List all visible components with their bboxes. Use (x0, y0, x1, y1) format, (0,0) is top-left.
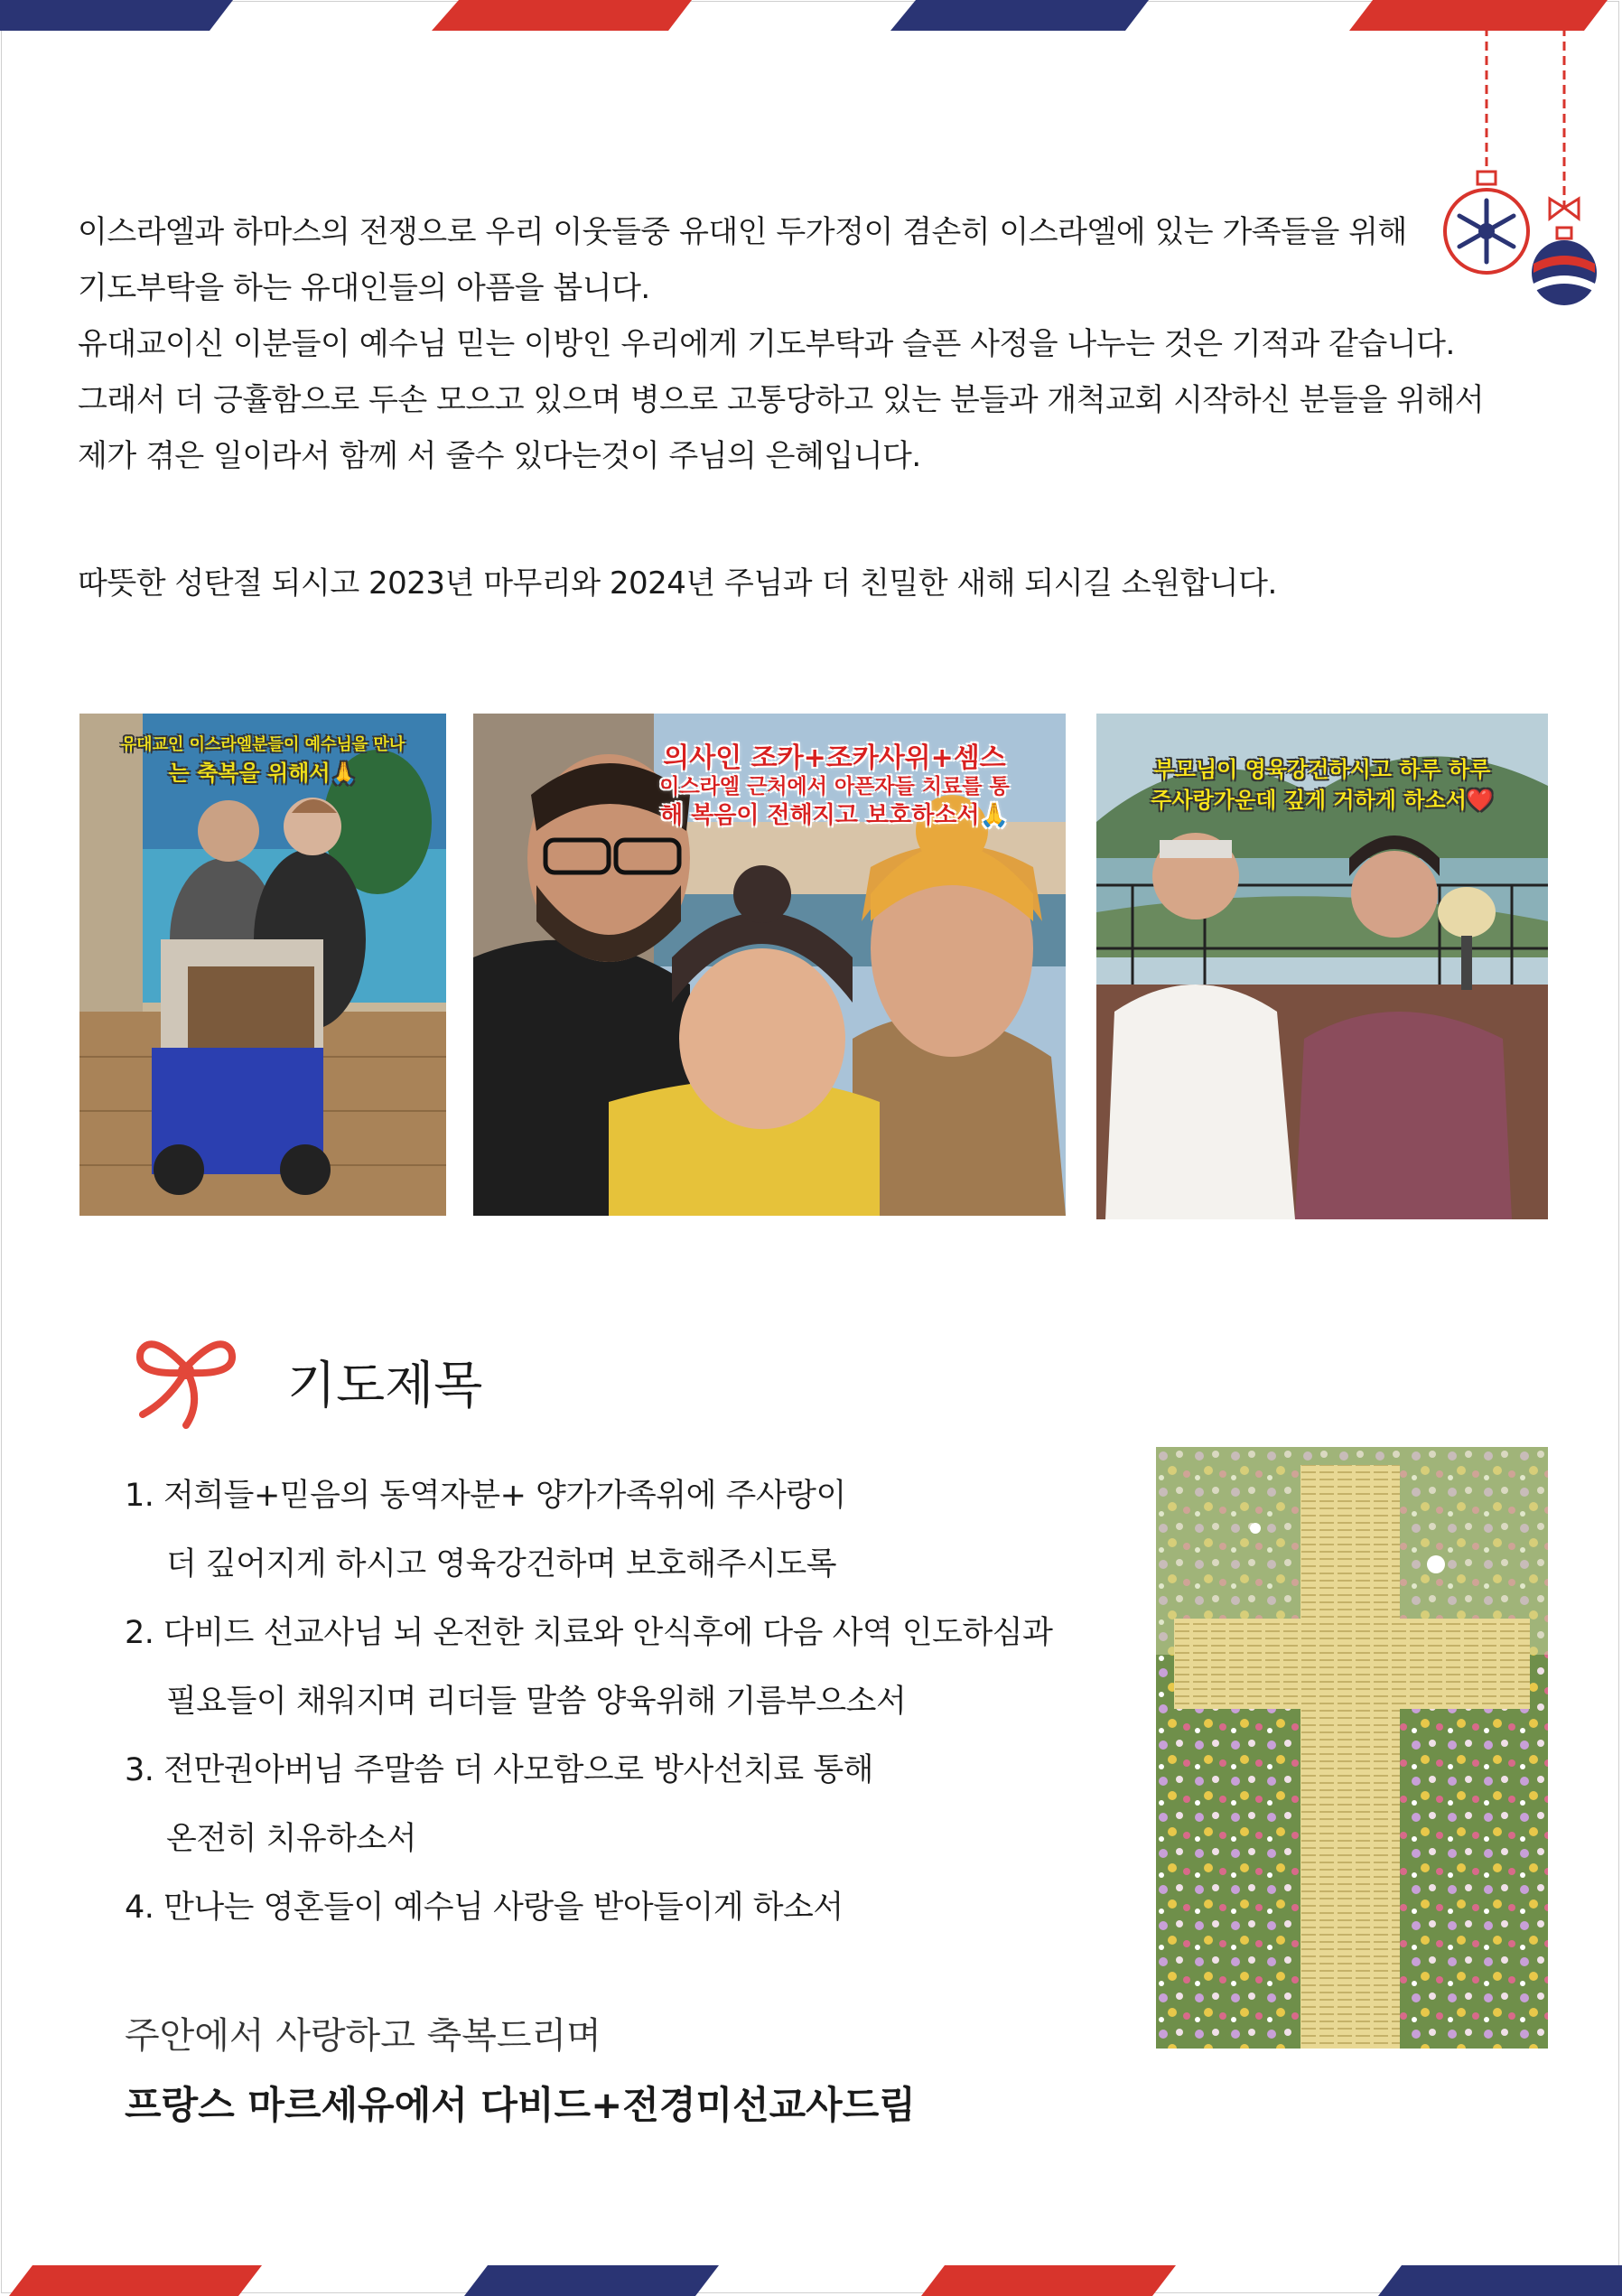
photo-caption: 부모님이 영육강건하시고 하루 하루 (1153, 757, 1491, 782)
photo-caption: 이스라엘 근처에서 아픈자들 치료를 통 (659, 775, 1010, 798)
bottom-airmail-border (0, 2265, 1622, 2296)
photo-caption: 주사랑가운데 깊게 거하게 하소서❤️ (1151, 788, 1494, 813)
prayer-title: 기도제목 (287, 1357, 483, 1415)
photo-caption: 는 축복을 위해서🙏 (168, 761, 358, 786)
photo-caption: 해 복음이 전해지고 보호하소서🙏 (659, 802, 1010, 829)
christmas-greeting: 따뜻한 성탄절 되시고 2023년 마무리와 2024년 주님과 더 친밀한 새해 되시길 소원합니다. (78, 565, 1277, 602)
photo-family-wheelchair (79, 714, 446, 1216)
prayer-item-line: 2. 다비드 선교사님 뇌 온전한 치료와 안식후에 다음 사역 인도하심과 (125, 1615, 1053, 1651)
closing-blessing: 주안에서 사랑하고 축복드리며 (125, 2015, 601, 2057)
intro-line: 이스라엘과 하마스의 전쟁으로 우리 이웃들중 유대인 두가정이 겸손히 이스라엘에 있는 가족들을 위해 (78, 214, 1407, 250)
cross-painting-image (1156, 1447, 1548, 2049)
intro-line: 유대교이신 이분들이 예수님 믿는 이방인 우리에게 기도부탁과 슬픈 사정을 나누는 것은 기적과 같습니다. (78, 326, 1455, 362)
photo-caption: 유대교인 이스라엘분들이 예수님을 만나 (120, 735, 406, 754)
photo-selfie-family (473, 714, 1066, 1216)
ribbon-bow-icon (134, 1331, 238, 1429)
intro-line: 그래서 더 긍휼함으로 두손 모으고 있으며 병으로 고통당하고 있는 분들과 개척교회 시작하신 분들을 위해서 (78, 382, 1485, 418)
prayer-item-line: 1. 저희들+믿음의 동역자분+ 양가가족위에 주사랑이 (125, 1478, 846, 1514)
prayer-item-line: 더 깊어지게 하시고 영육강건하며 보호해주시도록 (166, 1546, 837, 1582)
prayer-item-line: 필요들이 채워지며 리더들 말씀 양육위해 기름부으소서 (166, 1684, 907, 1720)
intro-line: 기도부탁을 하는 유대인들의 아픔을 봅니다. (78, 270, 650, 306)
intro-text (78, 204, 1541, 484)
photo-caption: 의사인 조카+조카사위+셈스 (663, 742, 1006, 774)
photo-parents-lake (1096, 714, 1548, 1219)
prayer-list (125, 1461, 1052, 1942)
prayer-item-line: 4. 만나는 영혼들이 예수님 사랑을 받아들이게 하소서 (125, 1890, 844, 1926)
prayer-item-line: 온전히 치유하소서 (166, 1821, 417, 1857)
intro-line: 제가 겪은 일이라서 함께 서 줄수 있다는것이 주님의 은혜입니다. (78, 438, 921, 474)
top-airmail-border (0, 0, 1622, 31)
closing-signature: 프랑스 마르세유에서 다비드+전경미선교사드림 (125, 2083, 916, 2127)
prayer-item-line: 3. 전만권아버님 주말씀 더 사모함으로 방사선치료 통해 (125, 1752, 873, 1788)
